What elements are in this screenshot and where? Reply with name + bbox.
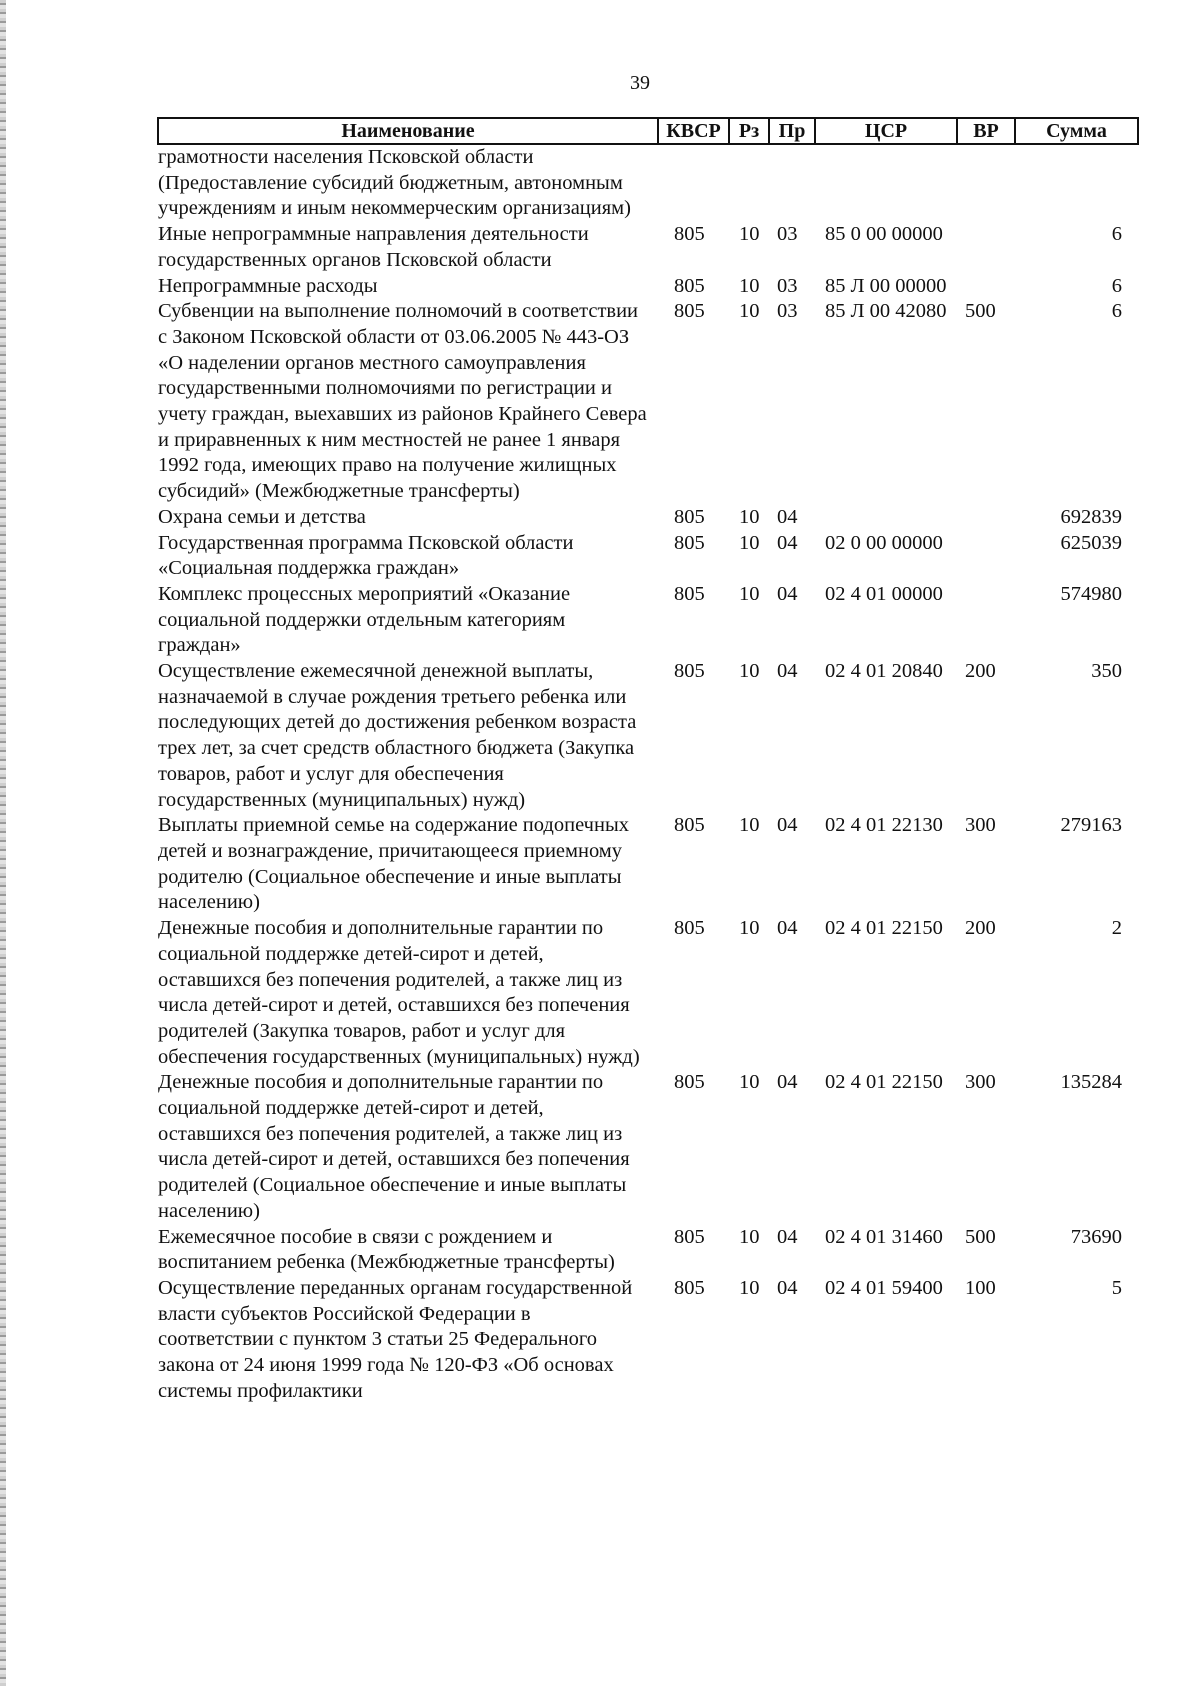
cell-kvsr: 805 [674,531,705,554]
header-rz: Рз [729,118,769,144]
table-row [158,144,1138,222]
cell-csr: 85 Л 00 00000 [825,274,947,297]
header-vr: ВР [957,118,1015,144]
cell-vr: 100 [965,1276,996,1299]
cell-vr [957,505,1015,531]
table-body [158,144,1138,1404]
cell-kvsr [658,144,729,222]
header-sum: Сумма [1015,118,1138,144]
table-row [158,274,1138,300]
cell-rz: 10 [739,1225,760,1248]
table-row [158,505,1138,531]
cell-kvsr: 805 [674,300,705,323]
cell-name: Государственная программа Псковской области «Социальная поддержка граждан» [158,531,574,580]
cell-pr: 04 [777,1225,798,1248]
cell-pr: 03 [777,223,798,246]
cell-kvsr: 805 [674,660,705,683]
cell-kvsr: 805 [674,1225,705,1248]
table-row [158,1070,1138,1224]
cell-csr [815,144,957,222]
cell-name: Непрограммные расходы [158,274,378,297]
cell-csr: 02 4 01 00000 [825,582,943,605]
cell-sum: 692839 [1060,505,1122,528]
cell-csr: 85 0 00 00000 [825,223,943,246]
cell-csr: 02 4 01 22150 [825,917,943,940]
cell-vr: 500 [965,1225,996,1248]
cell-sum: 2 [1111,917,1122,940]
cell-pr: 04 [777,917,798,940]
cell-sum: 6 [1111,274,1122,297]
header-csr: ЦСР [815,118,957,144]
cell-pr: 03 [777,274,798,297]
cell-kvsr: 805 [674,505,705,528]
cell-rz: 10 [739,300,760,323]
cell-sum: 350 [1091,660,1122,683]
cell-name: Осуществление переданных органам государственной власти субъектов Российской Федерации в соответствии с пунктом 3 статьи 25 Федерального закона от 24 июня 1999 года № 120-ФЗ «Об основах системы профилактики [158,1276,633,1402]
cell-sum: 574980 [1060,582,1122,605]
cell-csr: 02 4 01 20840 [825,660,943,683]
cell-name: Осуществление ежемесячной денежной выплаты, назначаемой в случае рождения третьего ребенка или последующих детей до достижения ребенком возраста трех лет, за счет средств областного бюджета (Закупка товаров, работ и услуг для обеспечения государственных (муниципальных) нужд) [158,660,637,811]
cell-csr: 02 4 01 31460 [825,1225,943,1248]
header-pr: Пр [769,118,815,144]
cell-rz: 10 [739,223,760,246]
cell-name: Денежные пособия и дополнительные гарантии по социальной поддержке детей-сирот и детей, оставшихся без попечения родителей, а также лиц из числа детей-сирот и детей, оставшихся без попечения родителей (Социальное обеспечение и иные выплаты населению) [158,1071,630,1222]
cell-kvsr: 805 [674,223,705,246]
cell-csr: 02 4 01 22150 [825,1071,943,1094]
cell-vr [957,222,1015,273]
cell-sum: 279163 [1060,814,1122,837]
page-number: 39 [630,72,650,94]
cell-name: Ежемесячное пособие в связи с рождением и воспитанием ребенка (Межбюджетные трансферты) [158,1225,615,1274]
cell-rz: 10 [739,531,760,554]
cell-rz: 10 [739,582,760,605]
cell-rz: 10 [739,660,760,683]
cell-pr: 04 [777,1071,798,1094]
cell-sum: 73690 [1070,1225,1122,1248]
cell-csr [815,505,957,531]
cell-sum: 6 [1111,223,1122,246]
cell-vr [957,582,1015,659]
cell-vr: 200 [965,660,996,683]
cell-pr: 04 [777,660,798,683]
table-row [158,582,1138,659]
table-row [158,222,1138,273]
cell-kvsr: 805 [674,814,705,837]
cell-sum: 625039 [1060,531,1122,554]
cell-rz: 10 [739,814,760,837]
table-row [158,1225,1138,1276]
cell-name: Субвенции на выполнение полномочий в соответствии с Законом Псковской области от 03.06.2005 № 443-ОЗ «О наделении органов местного самоуправления государственными полномочиями по регистрации и учету граждан, выехавших из районов Крайнего Севера и приравненных к ним местностей не ранее 1 января 1992 года, имеющих право на получение жилищных субсидий» (Межбюджетные трансферты) [158,300,647,503]
table-row [158,299,1138,505]
cell-sum [1015,144,1138,222]
cell-rz: 10 [739,1276,760,1299]
budget-table [157,117,1139,1404]
cell-kvsr: 805 [674,274,705,297]
cell-vr: 500 [965,300,996,323]
cell-rz: 10 [739,274,760,297]
table-row [158,916,1138,1070]
cell-kvsr: 805 [674,582,705,605]
cell-kvsr: 805 [674,1276,705,1299]
table-row [158,813,1138,916]
table-header-row [158,118,1138,144]
cell-vr: 300 [965,1071,996,1094]
cell-rz: 10 [739,505,760,528]
cell-pr: 04 [777,814,798,837]
cell-rz [729,144,769,222]
cell-kvsr: 805 [674,1071,705,1094]
cell-kvsr: 805 [674,917,705,940]
cell-pr: 04 [777,1276,798,1299]
cell-name: Комплекс процессных мероприятий «Оказание социальной поддержки отдельным категориям граждан» [158,582,571,657]
cell-sum: 6 [1111,300,1122,323]
cell-rz: 10 [739,1071,760,1094]
cell-pr [769,144,815,222]
cell-name: Охрана семьи и детства [158,505,366,528]
cell-vr [957,144,1015,222]
cell-rz: 10 [739,917,760,940]
header-kvsr: КВСР [658,118,729,144]
cell-vr: 200 [965,917,996,940]
cell-pr: 03 [777,300,798,323]
cell-name: грамотности населения Псковской области (Предоставление субсидий бюджетным, автономным учреждениям и иным некоммерческим организациям) [158,146,631,220]
table-row [158,659,1138,813]
cell-pr: 04 [777,505,798,528]
table-row [158,1276,1138,1405]
scan-edge-artifact [0,0,6,1686]
cell-sum: 5 [1111,1276,1122,1299]
cell-csr: 02 0 00 00000 [825,531,943,554]
header-name: Наименование [158,118,658,144]
cell-name: Выплаты приемной семье на содержание подопечных детей и вознаграждение, причитающееся приемному родителю (Социальное обеспечение и иные выплаты населению) [158,814,629,914]
cell-vr: 300 [965,814,996,837]
cell-csr: 02 4 01 22130 [825,814,943,837]
cell-csr: 85 Л 00 42080 [825,300,947,323]
cell-name: Денежные пособия и дополнительные гарантии по социальной поддержке детей-сирот и детей, оставшихся без попечения родителей, а также лиц из числа детей-сирот и детей, оставшихся без попечения родителей (Закупка товаров, работ и услуг для обеспечения государственных (муниципальных) нужд) [158,917,640,1068]
table-header [158,118,1138,144]
cell-name: Иные непрограммные направления деятельности государственных органов Псковской области [158,223,589,271]
cell-pr: 04 [777,582,798,605]
cell-csr: 02 4 01 59400 [825,1276,943,1299]
cell-vr [957,274,1015,300]
cell-pr: 04 [777,531,798,554]
cell-vr [957,531,1015,582]
cell-sum: 135284 [1060,1071,1122,1094]
table-row [158,531,1138,582]
